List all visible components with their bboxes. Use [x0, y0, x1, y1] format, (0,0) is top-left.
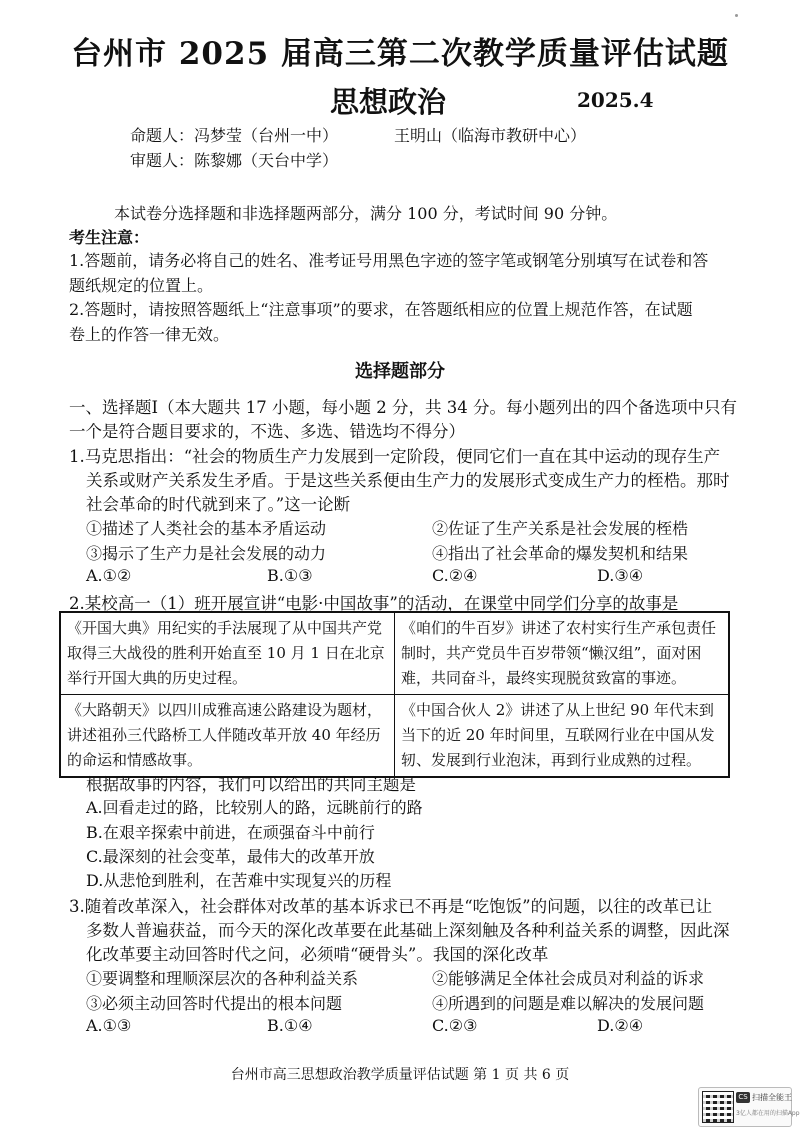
- q3-option-c: C.②③: [432, 1016, 478, 1035]
- q2-option-b: B.在艰辛探索中前进，在顽强奋斗中前行: [86, 823, 375, 842]
- exam-summary: 本试卷分选择题和非选择题两部分，满分 100 分，考试时间 90 分钟。: [114, 204, 618, 223]
- setter-2: 王明山（临海市教研中心）: [394, 126, 587, 145]
- story-cell-4: 《中国合伙人 2》讲述了从上世纪 90 年代末到当下的近 20 年时间里，互联网行业在中国从发轫、发展到行业泡沫，再到行业成熟的过程。: [395, 695, 730, 778]
- reviewer-line: 审题人：陈黎娜（天台中学）: [130, 151, 339, 170]
- q3-statement-4: ④所遇到的问题是难以解决的发展问题: [432, 994, 705, 1013]
- notice-2-line-2: 卷上的作答一律无效。: [69, 325, 230, 344]
- q3-stem-3: 化改革要主动回答时代之问，必须啃“硬骨头”。我国的深化改革: [86, 945, 549, 964]
- q1-option-b: B.①③: [267, 566, 313, 585]
- q2-option-a: A.回看走过的路，比较别人的路，远眺前行的路: [86, 798, 423, 817]
- q1-stem-3: 社会革命的时代就到来了。”这一论断: [86, 495, 351, 514]
- q3-stem-1: 3.随着改革深入，社会群体对改革的基本诉求已不再是“吃饱饭”的问题，以往的改革已让: [69, 897, 713, 916]
- q1-statement-1: ①描述了人类社会的基本矛盾运动: [86, 519, 327, 538]
- q3-statement-2: ②能够满足全体社会成员对利益的诉求: [432, 969, 705, 988]
- q3-option-d: D.②④: [597, 1016, 644, 1035]
- story-cell-1: 《开国大典》用纪实的手法展现了从中国共产党取得三大战役的胜利开始直至 10 月 1 日在北京举行开国大典的历史过程。: [60, 612, 395, 695]
- q1-statement-3: ③揭示了生产力是社会发展的动力: [86, 544, 327, 563]
- story-cell-2: 《咱们的牛百岁》讲述了农村实行生产承包责任制时，共产党员牛百岁带领“懒汉组”，面对困难，共同奋斗，最终实现脱贫致富的事迹。: [395, 612, 730, 695]
- page-footer: 台州市高三思想政治教学质量评估试题 第 1 页 共 6 页: [230, 1067, 570, 1083]
- scanner-watermark: [698, 1087, 800, 1127]
- q1-statement-4: ④指出了社会革命的爆发契机和结果: [432, 544, 689, 563]
- q3-stem-2: 多数人普遍获益，而今天的深化改革要在此基础上深刻触及各种利益关系的调整，因此深: [86, 921, 730, 940]
- q1-stem-1: 1.马克思指出：“社会的物质生产力发展到一定阶段，便同它们一直在其中运动的现存生产: [69, 447, 721, 466]
- notice-title: 考生注意：: [69, 228, 150, 247]
- q1-statement-2: ②佐证了生产关系是社会发展的桎梏: [432, 519, 689, 538]
- camscanner-badge: CS: [736, 1092, 750, 1103]
- scanner-subtitle: 3亿人都在用的扫描App: [736, 1110, 800, 1117]
- q2-option-c: C.最深刻的社会变革，最伟大的改革开放: [86, 847, 375, 866]
- scanner-brand: 扫描全能王: [752, 1093, 792, 1102]
- q3-option-b: B.①④: [267, 1016, 313, 1035]
- notice-1-line-2: 题纸规定的位置上。: [69, 276, 214, 295]
- q2-option-d: D.从悲怆到胜利，在苦难中实现复兴的历程: [86, 871, 392, 890]
- setter-line: 命题人：冯梦莹（台州一中）: [130, 126, 339, 145]
- qr-code-icon: [702, 1091, 734, 1123]
- section-title: 选择题部分: [355, 361, 445, 382]
- notice-2-line-1: 2.答题时，请按照答题纸上“注意事项”的要求，在答题纸相应的位置上规范作答，在试题: [69, 300, 693, 319]
- q1-option-a: A.①②: [86, 566, 132, 585]
- subject-title: 思想政治: [330, 85, 447, 119]
- story-table: [59, 611, 730, 778]
- q3-statement-1: ①要调整和理顺深层次的各种利益关系: [86, 969, 359, 988]
- q3-option-a: A.①③: [86, 1016, 132, 1035]
- section-instruction-2: 一个是符合题目要求的，不选、多选、错选均不得分）: [69, 422, 465, 441]
- q2-question: 根据故事的内容，我们可以给出的共同主题是: [86, 775, 416, 794]
- story-cell-3: 《大路朝天》以四川成雅高速公路建设为题材，讲述祖孙三代路桥工人伴随改革开放 40 年经历的命运和情感故事。: [60, 695, 395, 778]
- q1-option-d: D.③④: [597, 566, 644, 585]
- exam-title: 台州市 2025 届高三第二次教学质量评估试题: [71, 36, 729, 72]
- exam-date: 2025.4: [577, 88, 654, 112]
- q2-stem: 2.某校高一（1）班开展宣讲“电影·中国故事”的活动，在课堂中同学们分享的故事是: [69, 594, 679, 613]
- q3-statement-3: ③必须主动回答时代提出的根本问题: [86, 994, 343, 1013]
- q1-option-c: C.②④: [432, 566, 478, 585]
- notice-1-line-1: 1.答题前，请务必将自己的姓名、准考证号用黑色字迹的签字笔或钢笔分别填写在试卷和答: [69, 251, 709, 270]
- speck: [735, 14, 738, 17]
- q1-stem-2: 关系或财产关系发生矛盾。于是这些关系便由生产力的发展形式变成生产力的桎梏。那时: [86, 471, 730, 490]
- section-instruction-1: 一、选择题Ⅰ（本大题共 17 小题，每小题 2 分，共 34 分。每小题列出的四个备选项中只有: [69, 398, 737, 417]
